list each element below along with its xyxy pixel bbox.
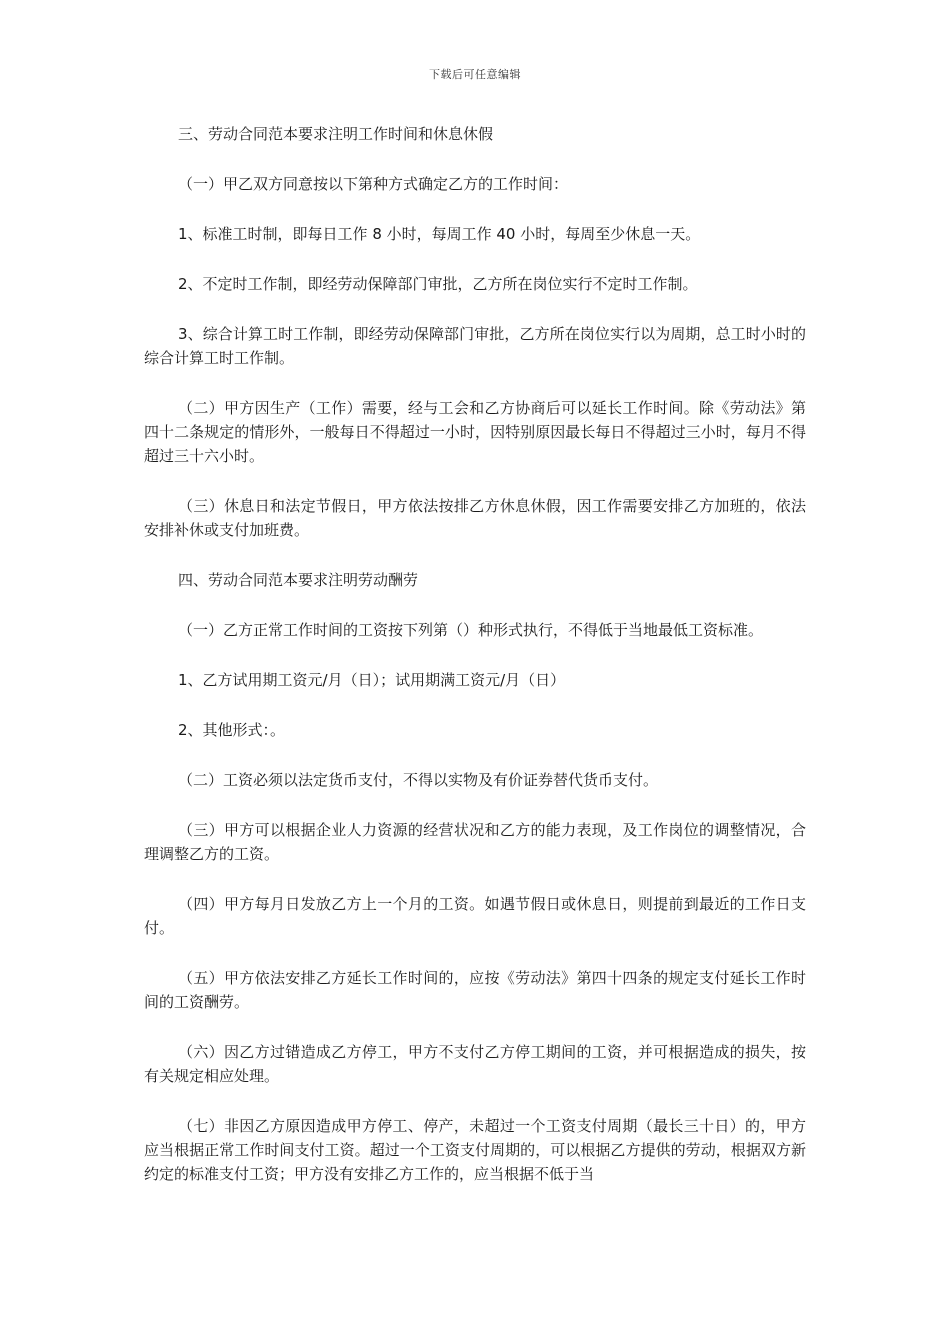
clause-non-fault-stoppage: （七）非因乙方原因造成甲方停工、停产，未超过一个工资支付周期（最长三十日）的，甲方应当根据正常工作时间支付工资。超过一个工资支付周期的，可以根据乙方提供的劳动，根据双方新约定的标准支付工资；甲方没有安排乙方工作的，应当根据不低于当 [144,1117,806,1183]
section-heading-remuneration: 四、劳动合同范本要求注明劳动酬劳 [178,571,419,589]
clause-overtime-pay: （五）甲方依法安排乙方延长工作时间的，应按《劳动法》第四十四条的规定支付延长工作时间的工资酬劳。 [144,969,806,1011]
clause-pay-day: （四）甲方每月日发放乙方上一个月的工资。如遇节假日或休息日，则提前到最近的工作日支付。 [144,895,806,937]
clause-overtime-limits: （二）甲方因生产（工作）需要，经与工会和乙方协商后可以延长工作时间。除《劳动法》第四十二条规定的情形外，一般每日不得超过一小时，因特别原因最长每日不得超过三小时，每月不得超过三十六小时。 [144,399,806,465]
clause-probation-wage: 1、乙方试用期工资元/月（日）；试用期满工资元/月（日） [178,671,566,689]
clause-fault-stoppage: （六）因乙方过错造成乙方停工，甲方不支付乙方停工期间的工资，并可根据造成的损失，按有关规定相应处理。 [144,1043,806,1085]
clause-wage-form: （一）乙方正常工作时间的工资按下列第（）种形式执行，不得低于当地最低工资标准。 [178,621,764,639]
clause-wage-adjustment: （三）甲方可以根据企业人力资源的经营状况和乙方的能力表现，及工作岗位的调整情况，合理调整乙方的工资。 [144,821,806,863]
section-heading-work-time: 三、劳动合同范本要求注明工作时间和休息休假 [178,125,494,143]
clause-other-forms: 2、其他形式：。 [178,721,286,739]
document-body [144,122,806,1212]
page-header: 下载后可任意编辑 [429,68,521,81]
clause-rest-holidays: （三）休息日和法定节假日，甲方依法按排乙方休息休假，因工作需要安排乙方加班的，依法安排补休或支付加班费。 [144,497,806,539]
clause-legal-tender: （二）工资必须以法定货币支付，不得以实物及有价证券替代货币支付。 [178,771,659,789]
clause-1-intro: （一）甲乙双方同意按以下第种方式确定乙方的工作时间： [178,175,569,193]
clause-comprehensive-hours: 3、综合计算工时工作制，即经劳动保障部门审批，乙方所在岗位实行以为周期，总工时小时的综合计算工时工作制。 [144,325,806,367]
clause-flexible-hours: 2、不定时工作制，即经劳动保障部门审批，乙方所在岗位实行不定时工作制。 [178,275,698,293]
clause-standard-hours: 1、标准工时制，即每日工作 8 小时，每周工作 40 小时，每周至少休息一天。 [178,225,701,243]
